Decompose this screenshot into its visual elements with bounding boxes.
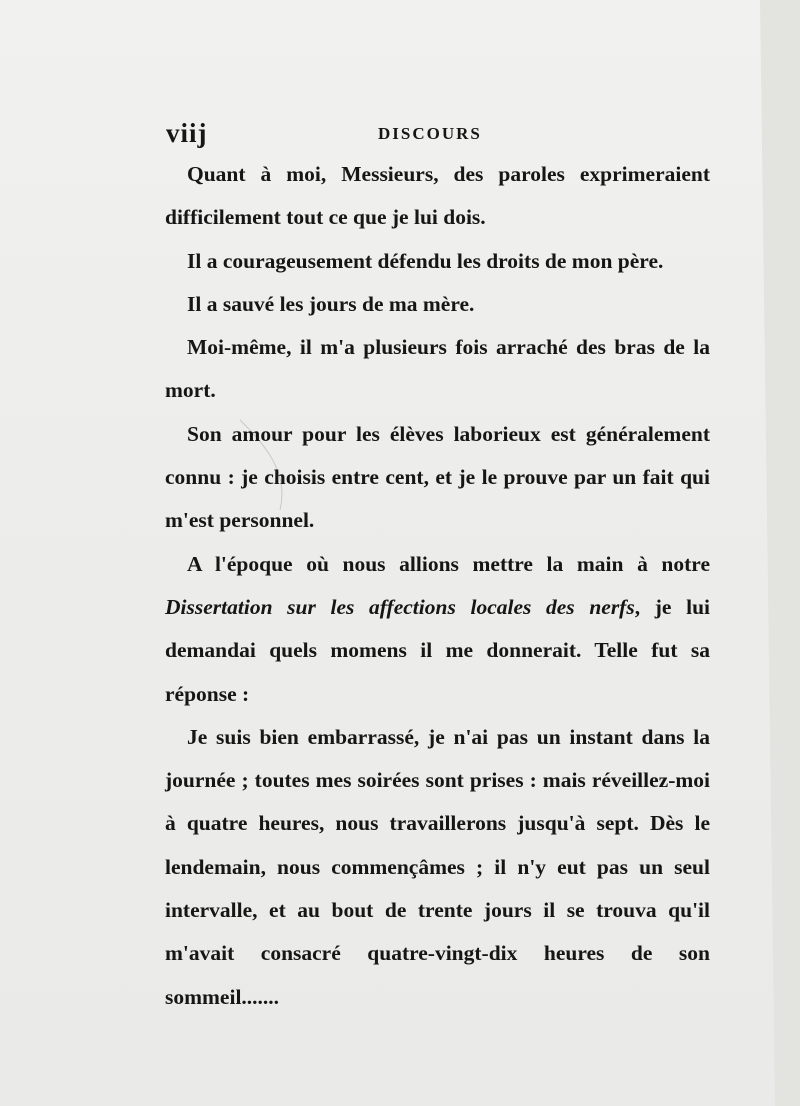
paragraph-text: A l'époque où nous allions mettre la main à notre (187, 551, 710, 576)
paragraph: Il a sauvé les jours de ma mère. (187, 291, 475, 316)
paragraph: Je suis bien embarrassé, je n'ai pas un instant dans la journée ; toutes mes soirées sont prises : mais réveillez-moi à quatre heures, nous travaillerons jusqu'à sept. Dès le lendemain, nous commençâmes ; il n'y eut pas un seul intervalle, et au bout de trente jours il se trouva qu'il m'avait consacré quatre-vingt-dix heures de son sommeil....... (165, 724, 710, 1009)
paragraph-text: , je lui demandai quels momens il me donnerait. Telle fut sa réponse : (165, 594, 710, 706)
dissertation-title: Dissertation sur les affections locales des nerfs (165, 594, 635, 619)
paragraph: Son amour pour les élèves laborieux est généralement connu : je choisis entre cent, et je le prouve par un fait qui m'est personnel. (165, 421, 710, 533)
paragraph: Quant à moi, Messieurs, des paroles exprimeraient difficilement tout ce que je lui dois. (165, 162, 710, 230)
paragraph: Il a courageusement défendu les droits de mon père. (187, 248, 664, 273)
paragraph: Moi-même, il m'a plusieurs fois arraché des bras de la mort. (165, 335, 710, 403)
running-head: DISCOURS (378, 124, 482, 143)
body-text (165, 153, 710, 1019)
page-number: viij (166, 118, 208, 148)
paragraph (165, 543, 710, 716)
page-header (0, 118, 800, 148)
